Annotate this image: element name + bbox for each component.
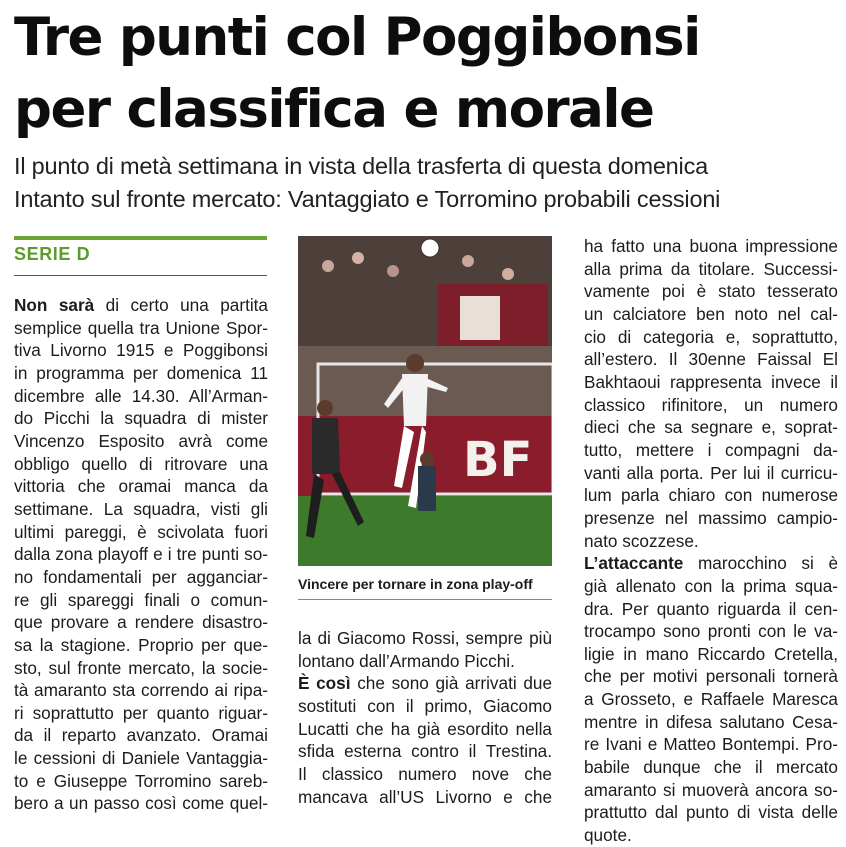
article-text: vanti alla porta. Per lui il curricu- [584, 462, 838, 483]
article-line [584, 371, 838, 394]
article-line [14, 385, 268, 408]
article-text: alla prima da titolare. Successi- [584, 258, 838, 279]
article-line [584, 394, 838, 417]
article-line [14, 407, 268, 430]
article-line [584, 665, 838, 688]
article-column-3 [584, 235, 838, 847]
article-text: trocampo sono pronti con le va- [584, 621, 838, 642]
article-line [584, 439, 838, 462]
article-text: di certo una partita [94, 295, 268, 315]
photo-caption: Vincere per tornare in zona play-off [298, 576, 533, 592]
article-text: sto, sul fronte mercato, la socie- [14, 657, 268, 678]
article-line [14, 747, 268, 770]
article-line [14, 770, 268, 793]
headline-line: Tre punti col Poggibonsi [14, 7, 700, 68]
article-text: vittoria che oramai manca da [14, 476, 268, 497]
article-text: presenze nel massimo campio- [584, 507, 838, 528]
article-text: Lucatti che ha già esordito nella [298, 718, 552, 739]
article-line [14, 566, 268, 589]
match-photo [298, 236, 552, 566]
article-line [298, 672, 552, 695]
article-line [584, 462, 838, 485]
article-line [298, 718, 552, 741]
article-text: no fondamentali per agganciar- [14, 566, 268, 587]
article-line [584, 484, 838, 507]
article-text: do Picchi la squadra di mister [14, 408, 268, 429]
article-line [584, 711, 838, 734]
article-text: cio di categoria e, soprattutto, [584, 326, 838, 347]
subheadline-line: Il punto di metà settimana in vista della trasferta di questa domenica [14, 153, 708, 179]
article-text: Il classico numero nove che [298, 763, 552, 784]
article-line [14, 430, 268, 453]
article-text: vamente poi è stato tesserato [584, 281, 838, 302]
article-line [298, 763, 552, 786]
referee [418, 452, 436, 511]
article-text: semplice quella tra Unione Spor- [14, 317, 268, 338]
paragraph-lead: Non sarà [14, 295, 95, 315]
article-text: marocchino si è [683, 553, 838, 574]
article-text: Vincenzo Esposito avrà come [14, 430, 268, 451]
article-line [298, 627, 552, 650]
subheadline-line: Intanto sul fronte mercato: Vantaggiato e Torromino probabili cessioni [14, 186, 721, 212]
article-line [14, 679, 268, 702]
article-text: to e Giuseppe Torromino sareb- [14, 770, 268, 791]
article-text: che sono già arrivati due [350, 673, 552, 694]
article-line [14, 724, 268, 747]
headline [14, 2, 844, 146]
article-line [298, 786, 552, 809]
article-text: sa la stagione. Proprio per que- [14, 634, 268, 655]
article-text: tà amaranto sta correndo ai ripa- [14, 680, 268, 701]
article-text: ultimi pareggi, è scivolata fuori [14, 521, 268, 542]
article-line [298, 650, 552, 673]
article-line [584, 416, 838, 439]
caption-rule [298, 599, 552, 600]
article-text: a Grosseto, e Raffaele Maresca [584, 689, 838, 710]
article-line [298, 740, 552, 763]
article-text: ligie in mano Riccardo Cretella, [584, 643, 838, 664]
article-text: già allenato con la prima squa- [584, 575, 838, 596]
article-line [14, 453, 268, 476]
article-line [584, 598, 838, 621]
article-text: mentre in difesa salutano Cesa- [584, 711, 838, 732]
photo-ball [421, 239, 439, 257]
article-line [584, 530, 838, 553]
article-line [584, 756, 838, 779]
divider [14, 275, 267, 276]
article-line [14, 362, 268, 385]
article-text: re Ivani e Matteo Bontempi. Pro- [584, 734, 838, 755]
article-line [584, 733, 838, 756]
article-text: dicembre alle 14.30. All’Arman- [14, 385, 268, 406]
article-line [14, 634, 268, 657]
article-text: all’estero. Il 30enne Faissal El [584, 349, 838, 370]
article-column-2 [298, 627, 552, 808]
article-line [14, 792, 268, 815]
article-line [584, 303, 838, 326]
article-text: sostituti con il primo, Giacomo [298, 695, 552, 716]
article-text: le cessioni di Daniele Vantaggia- [14, 748, 268, 769]
article-text: dalla zona playoff e i tre punti so- [14, 544, 268, 565]
article-column-1 [14, 294, 268, 815]
article-line [14, 498, 268, 521]
section-rule [14, 236, 267, 240]
article-text: re gli spareggi finali o comun- [14, 589, 268, 610]
article-text: sfida esterna contro il Trestina. [298, 741, 552, 762]
article-line [14, 589, 268, 612]
article-text: nato scozzese. [584, 530, 699, 551]
photo-banner-text: BF [463, 432, 533, 488]
article-text: que provare a rendere disastro- [14, 612, 268, 633]
section-label: SERIE D [14, 244, 91, 264]
article-text: lontano dall’Armando Picchi. [298, 650, 515, 671]
article-line [584, 348, 838, 371]
article-line [14, 657, 268, 680]
article-line [14, 475, 268, 498]
paragraph-lead: È così [298, 673, 351, 694]
article-line [584, 620, 838, 643]
article-text: un calciatore ben noto nel cal- [584, 303, 838, 324]
article-text: lum parla chiaro con numerose [584, 485, 838, 506]
article-text: bero a un passo così come quel- [14, 793, 268, 814]
article-line [14, 543, 268, 566]
article-text: babile dunque che il mercato [584, 757, 838, 778]
article-line [14, 339, 268, 362]
article-text: ri soprattutto per quanto riguar- [14, 702, 268, 723]
article-text: mancava all’US Livorno e che [298, 786, 552, 807]
article-line [584, 507, 838, 530]
headline-line: per classifica e morale [14, 79, 654, 140]
article-line [584, 326, 838, 349]
article-line [584, 779, 838, 802]
article-text: settimane. La squadra, visti gli [14, 498, 268, 519]
article-line [14, 317, 268, 340]
article-text: classico rifinitore, un numero [584, 394, 838, 415]
article-text: obbligo quello di ritrovare una [14, 453, 268, 474]
article-line [584, 824, 838, 847]
article-text: ha fatto una buona impressione [584, 236, 838, 256]
article-line [584, 280, 838, 303]
article-text: prattutto dal punto di vista delle [584, 802, 838, 823]
article-line [584, 235, 838, 258]
article-text: da il reparto avanzato. Oramai [14, 725, 268, 746]
article-text: quote. [584, 825, 632, 846]
article-line [584, 643, 838, 666]
article-line [584, 552, 838, 575]
paragraph-lead: L’attaccante [584, 553, 684, 574]
subheadline [14, 150, 844, 216]
article-text: dieci che sa segnare e, soprat- [584, 417, 838, 438]
article-line [584, 801, 838, 824]
article-text: tutto, mettere i compagni da- [584, 439, 838, 460]
article-line [14, 294, 268, 317]
article-text: tiva Livorno 1915 e Poggibonsi [14, 340, 268, 361]
article-line [584, 688, 838, 711]
article-line [298, 695, 552, 718]
article-line [14, 611, 268, 634]
article-text: in programma per domenica 11 [14, 362, 268, 383]
article-line [14, 702, 268, 725]
article-text: dra. Per quanto riguarda il cen- [584, 598, 838, 619]
article-line [584, 258, 838, 281]
article-text: Bakhtaoui rappresenta invece il [584, 371, 838, 392]
article-text: la di Giacomo Rossi, sempre più [298, 628, 552, 648]
article-line [14, 521, 268, 544]
article-text: che per motivi personali tornerà [584, 666, 838, 687]
article-text: amaranto si muoverà ancora so- [584, 779, 838, 800]
article-line [584, 575, 838, 598]
